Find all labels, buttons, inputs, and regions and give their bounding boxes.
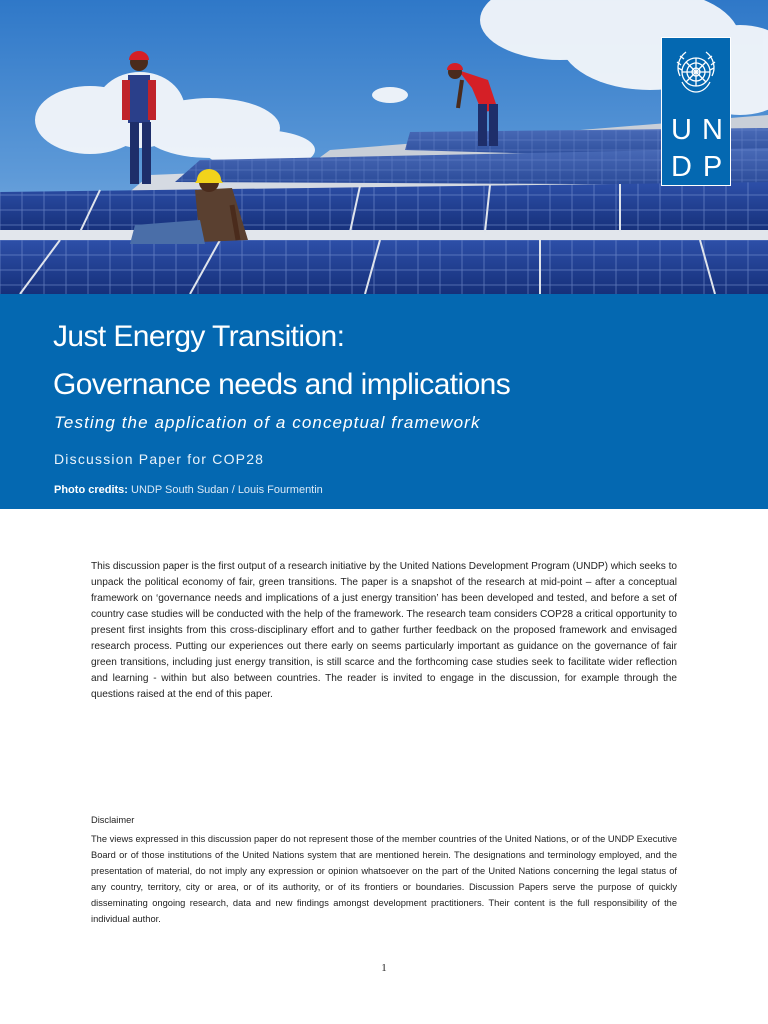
un-emblem-icon: [670, 46, 722, 98]
photo-credit-label: Photo credits:: [54, 484, 128, 496]
intro-paragraph: This discussion paper is the first output of a research initiative by the United Nations Development Program (UNDP) which seeks to unpack the political economy of fair, green transitions. The paper is a snapshot of the research at mid-point – after a conceptual framework on ‘governance needs and implications of a just energy transition’ has been developed and tested, and before a set of country case studies will be conducted with the help of the framework. The research team considers COP28 a critical opportunity to present first insights from this cross-disciplinary effort and to gather further feedback on the proposed framework and envisaged research process. Putting our experiences out there early on seems particularly important as guidance on the governance of fair green transitions, including just energy transition, is still scarce and the forthcoming case studies seek to facilitate wider reflection and learning - within but also between countries. The reader is invited to engage in the discussion, for example through the questions raised at the end of this paper.: [91, 561, 677, 700]
logo-letter: D: [671, 151, 692, 183]
logo-letter: U: [671, 114, 692, 146]
title-band: [0, 294, 768, 509]
photo-credit: [54, 484, 323, 496]
logo-letter: N: [702, 114, 723, 146]
title-line-2: Governance needs and implications: [53, 368, 511, 401]
undp-letters: [666, 112, 728, 186]
page-number: 1: [381, 962, 387, 974]
disclaimer-heading: Disclaimer: [91, 815, 135, 825]
photo-credit-value: UNDP South Sudan / Louis Fourmentin: [127, 484, 323, 496]
solar-panels-photo: [0, 0, 768, 294]
undp-logo: [661, 37, 731, 186]
logo-letter: P: [702, 151, 723, 183]
disclaimer-paragraph: The views expressed in this discussion paper do not represent those of the member countries of the United Nations, or of the UNDP Executive Board or of those institutions of the United Nations system that are mentioned herein. The designations and terminology employed, and the presentation of material, do not imply any expression or opinion whatsoever on the part of the United Nations concerning the legal status of any country, territory, city or area, or of its authority, or of its frontiers or boundaries. Discussion Papers serve the purpose of quickly disseminating ongoing research, data and new findings amongst development practitioners. Their content is the full responsibility of the individual author.: [91, 834, 677, 924]
cover-photo: [0, 0, 768, 294]
paper-type: Discussion Paper for COP28: [54, 451, 265, 467]
subtitle: Testing the application of a conceptual framework: [54, 413, 481, 432]
title-line-1: Just Energy Transition:: [53, 320, 345, 353]
